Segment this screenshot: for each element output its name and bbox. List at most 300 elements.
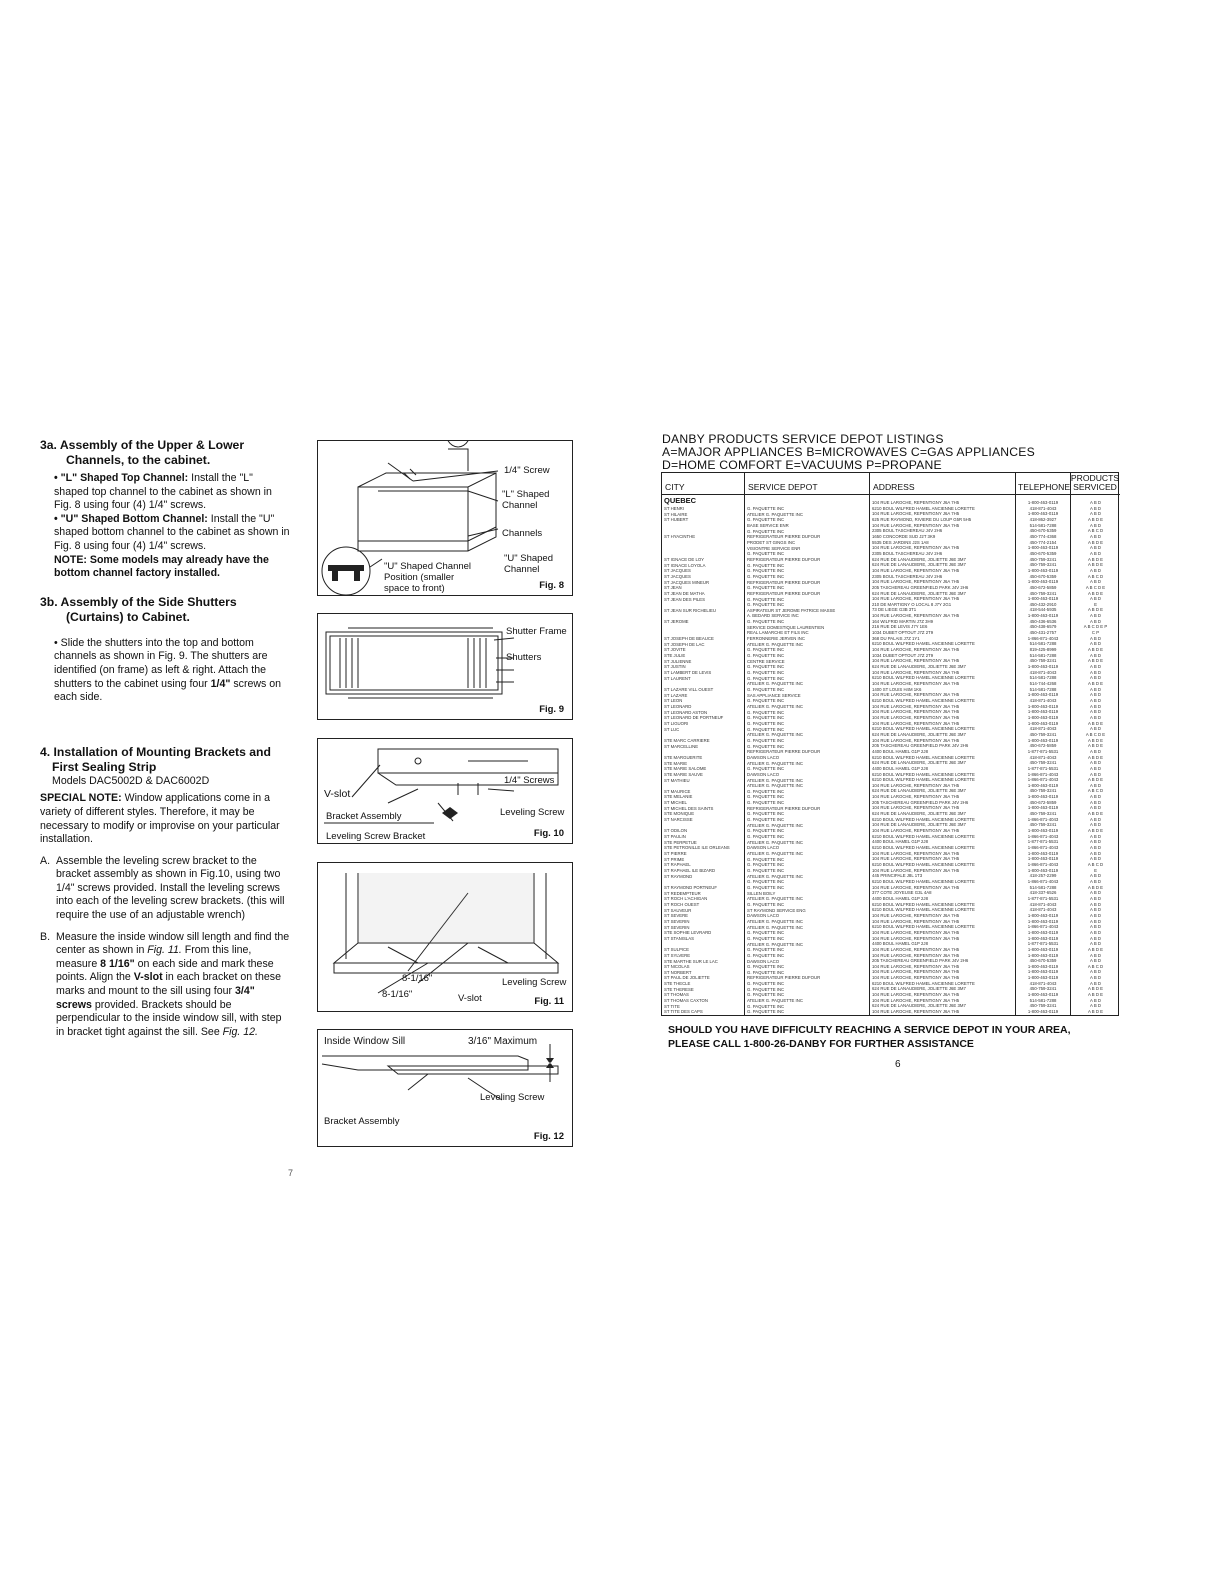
listing-header — [662, 433, 1035, 472]
products-cell: A B D — [1090, 760, 1101, 766]
address-cell: 2305 BOUL TASCHEREAU J4V 2H6 — [872, 573, 943, 579]
phone-cell: 1-800-463-0119 — [1027, 867, 1059, 873]
depot-cell: G. PAQUETTE INC — [747, 952, 785, 958]
depot-cell: ASPIRATEUR ST JEROME PATRICE MASSE — [747, 607, 836, 613]
city-cell: ST LEON — [664, 698, 683, 704]
address-cell: 624 RUE DE LANAUDIERE, JOLIETTE J6E 3M7 — [872, 562, 966, 568]
city-cell: ST HENRI — [664, 506, 684, 511]
fig9-caption: Fig. 9 — [539, 704, 564, 715]
figure-9 — [317, 613, 573, 720]
phone-cell: 1-800-463-0119 — [1027, 969, 1059, 975]
fig10-screws-label: 1/4" Screws — [504, 775, 555, 786]
products-cell: A B C D — [1087, 788, 1104, 794]
city-cell: ST JACQUES MINEUR — [664, 579, 710, 585]
address-cell: 6210 BOUL WILFRED HAMEL ANCIENNE LORETTE — [872, 771, 975, 777]
l-channel-step: • "L" Shaped Top Channel: Install the "L" shaped top channel to the cabinet as shown in Fig. 8 using four (4) 1/4" screws. — [54, 472, 272, 512]
depot-cell: ATELIER G. PAQUETTE INC — [747, 941, 803, 947]
address-cell: 104 RUE LAROCHE, REPENTIGNY J6A 7H5 — [872, 709, 960, 715]
depot-cell: ATELIER G. PAQUETTE INC — [747, 873, 803, 879]
city-cell: ST LAMBERT DE LEVIS — [664, 670, 712, 676]
city-cell: ST RAYMOND — [664, 873, 693, 879]
address-cell: 6210 BOUL WILFRED HAMEL ANCIENNE LORETTE — [872, 777, 975, 783]
products-cell: A B D — [1090, 912, 1101, 918]
col-header-phone: TELEPHONE — [1015, 473, 1070, 495]
depot-cell: G. PAQUETTE INC — [747, 868, 785, 873]
address-cell: 6210 BOUL WILFRED HAMEL ANCIENNE LORETTE — [872, 907, 975, 913]
products-cell: A B D — [1090, 618, 1101, 624]
depot-cell: G. PAQUETTE INC — [747, 687, 785, 692]
address-cell: 6210 BOUL WILFRED HAMEL ANCIENNE LORETTE — [872, 924, 975, 930]
city-cell: ST TITE — [664, 1003, 680, 1009]
depot-cell: A. BEDARD SERVICE INC — [747, 613, 799, 619]
products-cell: A B D E — [1087, 539, 1104, 545]
phone-cell: 450-759-3241 — [1029, 788, 1057, 794]
phone-cell: 418-871-4043 — [1029, 980, 1057, 986]
products-cell: A B D — [1090, 664, 1101, 670]
city-cell: ST HYACINTHE — [664, 534, 696, 540]
products-cell: A B D — [1090, 652, 1101, 658]
products-cell: A B D — [1090, 822, 1101, 828]
section-4-title: 4. Installation of Mounting Brackets and First Sealing Strip — [40, 744, 271, 774]
address-cell: 104 RUE LAROCHE, REPENTIGNY J6A 7H5 — [872, 669, 960, 675]
products-cell: A B D — [1090, 794, 1101, 800]
address-cell: 2305 BOUL TASCHEREAU J4V 2H6 — [872, 528, 943, 534]
address-cell: 624 RUE DE LANAUDIERE, JOLIETTE J6E 3M7 — [872, 664, 966, 670]
depot-cell: G. PAQUETTE INC — [747, 647, 785, 653]
products-cell: A B D — [1090, 997, 1101, 1003]
city-cell: ST JACQUES — [664, 573, 691, 579]
products-cell: A B D — [1090, 675, 1101, 681]
depot-cell: G. PAQUETTE INC — [747, 602, 785, 608]
depot-cell: ATELIER G. PAQUETTE INC — [747, 924, 803, 930]
depot-cell: G. PAQUETTE INC — [747, 828, 785, 834]
products-cell: A B D — [1090, 850, 1101, 856]
products-cell: A B D — [1090, 726, 1101, 732]
phone-cell: 1-800-463-0119 — [1027, 828, 1059, 834]
products-cell: A B D E — [1087, 562, 1104, 568]
address-cell: 4400 BOUL HAMEL G1P 2J8 — [872, 839, 928, 845]
phone-cell: 514-581-7288 — [1029, 522, 1057, 528]
phone-column — [1016, 495, 1070, 1015]
products-cell: A B D — [1090, 878, 1101, 884]
depot-cell: ATELIER G. PAQUETTE INC — [747, 998, 803, 1004]
depot-cell: ATELIER G. PAQUETTE INC — [747, 918, 803, 924]
address-cell: 1650 CONCORDE SUD J2T 3K9 — [872, 533, 936, 539]
phone-cell: 450-759-3241 — [1029, 562, 1057, 568]
address-cell: 205 TASCHEREAU GREENFIELD PARK J4V 2H6 — [872, 958, 969, 964]
city-cell: ST PAUL DE JOLIETTE — [664, 975, 710, 981]
depot-cell: ATELIER G. PAQUETTE INC — [747, 760, 803, 766]
address-cell: 624 RUE DE LANAUDIERE, JOLIETTE J6E 3M7 — [872, 811, 966, 817]
depot-cell: G. PAQUETTE INC — [747, 856, 785, 862]
phone-cell: 1-800-463-0119 — [1027, 596, 1059, 602]
depot-cell: REFRIGERATEUR PIERRE DUFOUR — [747, 579, 821, 585]
fig10-vslot-label: V-slot — [324, 788, 351, 800]
products-cell: A B D E — [1087, 946, 1104, 952]
phone-cell: 819-425-8999 — [1029, 647, 1057, 653]
products-cell: A B D — [1090, 839, 1101, 845]
city-cell: ST THOMAS — [664, 992, 689, 998]
phone-cell: 450-759-3241 — [1029, 822, 1057, 828]
city-cell: ST MARCELLINE — [664, 743, 699, 749]
fig12-max-label: 3/16" Maximum — [468, 1036, 538, 1047]
depot-cell: REFRIGERATEUR PIERRE DUFOUR — [747, 556, 821, 562]
products-cell: A B D — [1090, 980, 1101, 986]
depot-cell: ST RAYMOND SERVICE ENG — [747, 907, 806, 913]
phone-cell: 418-871-4043 — [1029, 901, 1057, 907]
fig11-vslot-label: V-slot — [458, 993, 482, 1004]
instructions-column — [40, 438, 290, 1039]
city-cell: ST SEVERE — [664, 913, 689, 919]
phone-cell: 450-759-3241 — [1029, 658, 1057, 664]
city-cell: STE PERPETUE — [664, 839, 697, 845]
depot-cell: G. PAQUETTE INC — [747, 551, 785, 557]
depot-cell: G. PAQUETTE INC — [747, 935, 785, 941]
address-cell: 205 TASCHEREAU GREENFIELD PARK J4V 2H6 — [872, 799, 969, 805]
products-cell: A B D E — [1087, 720, 1104, 726]
depot-cell: G. PAQUETTE INC — [747, 811, 785, 817]
products-cell: A B D — [1090, 533, 1101, 539]
address-cell: 624 RUE DE LANAUDIERE, JOLIETTE J6E 3M7 — [872, 986, 966, 992]
depot-cell: G. PAQUETTE INC — [747, 585, 785, 591]
address-cell: 104 RUE LAROCHE, REPENTIGNY J6A 7H5 — [872, 856, 960, 862]
city-column — [662, 495, 744, 1015]
products-cell: A B D — [1090, 952, 1101, 958]
depot-cell: G. PAQUETTE INC — [747, 664, 785, 670]
city-cell: STE THERESE — [664, 986, 694, 992]
phone-cell: 1-877-871-5531 — [1027, 941, 1059, 947]
address-cell: 6210 BOUL WILFRED HAMEL ANCIENNE LORETTE — [872, 901, 975, 907]
address-cell: 6210 BOUL WILFRED HAMEL ANCIENNE LORETTE — [872, 726, 975, 732]
phone-cell: 1-866-871-4043 — [1027, 924, 1059, 930]
city-cell: ST LEONARD ASTON — [664, 709, 708, 715]
phone-cell: 1-800-463-0119 — [1027, 714, 1059, 720]
city-cell: ST ROCH OUEST — [664, 901, 700, 907]
depot-cell: SAS APPLIANCE SERVICE — [747, 692, 801, 698]
address-cell: 6210 BOUL WILFRED HAMEL ANCIENNE LORETTE — [872, 754, 975, 760]
city-cell: ST PIERRE — [664, 851, 687, 857]
city-cell: ST LUC — [664, 726, 680, 732]
address-cell: 104 RUE LAROCHE, REPENTIGNY J6A 7H5 — [872, 567, 960, 573]
products-cell: A B D — [1090, 929, 1101, 935]
city-cell: ST IGNACE LOYOLA — [664, 562, 706, 568]
phone-cell: 450-759-3241 — [1029, 986, 1057, 992]
phone-cell: 514-581-7288 — [1029, 641, 1057, 647]
products-rows — [1073, 500, 1118, 1015]
address-cell: 624 RUE DE LANAUDIERE, JOLIETTE J6E 3M7 — [872, 1003, 966, 1009]
address-cell: 104 RUE LAROCHE, REPENTIGNY J6A 7H5 — [872, 647, 960, 653]
phone-cell: 418-871-4043 — [1029, 907, 1057, 913]
phone-cell: 450-759-3241 — [1029, 731, 1057, 737]
depot-cell: G. PAQUETTE INC — [747, 675, 785, 681]
depot-column — [745, 495, 869, 1015]
address-cell: 368 DU PALAIS J7Z 1Y1 — [872, 635, 920, 641]
fig10-leveling-screw-label: Leveling Screw — [500, 807, 565, 818]
address-cell: 624 RUE DE LANAUDIERE, JOLIETTE J6E 3M7 — [872, 731, 966, 737]
city-cell: ST NARCISSE — [664, 817, 693, 823]
depot-cell: G. PAQUETTE INC — [747, 619, 785, 625]
city-cell: ST JEAN — [664, 585, 682, 591]
depot-cell: ATELIER G. PAQUETTE INC — [747, 703, 803, 709]
service-depot-table — [661, 472, 1119, 1016]
address-cell: 104 RUE LAROCHE, REPENTIGNY J6A 7H5 — [872, 511, 960, 517]
products-cell: A B D — [1090, 833, 1101, 839]
products-cell: A B D — [1090, 924, 1101, 930]
address-column — [870, 495, 1015, 1015]
depot-cell: ATELIER G. PAQUETTE INC — [747, 681, 803, 687]
phone-cell: 450-670-5359 — [1029, 528, 1057, 534]
products-cell: A B D — [1090, 748, 1101, 754]
depot-cell: G. PAQUETTE INC — [747, 884, 785, 890]
phone-cell: 418-862-3927 — [1029, 516, 1057, 522]
city-cell: ST MATHIEU — [664, 777, 690, 783]
products-cell: A B C D E P — [1083, 624, 1108, 630]
city-cell: ST SULPICE — [664, 947, 689, 953]
special-note: SPECIAL NOTE: Window applications come in a variety of different styles. Therefore, it may be necessary to modify or improvise on your particular installation. — [40, 792, 280, 846]
city-cell: STE MARC CARRIERE — [664, 737, 710, 743]
phone-cell: 1-800-463-0119 — [1027, 946, 1059, 952]
address-cell: 104 RUE LAROCHE, REPENTIGNY J6A 7H5 — [872, 992, 960, 998]
city-cell: STE JULIE — [664, 653, 686, 659]
city-cell: STE MELANIE — [664, 794, 693, 800]
depot-cell: G. PAQUETTE INC — [747, 817, 785, 823]
phone-cell: 1-800-463-0119 — [1027, 992, 1059, 998]
depot-cell: G. PAQUETTE INC — [747, 862, 785, 868]
legend-line-2: D=HOME COMFORT E=VACUUMS P=PROPANE — [662, 458, 942, 472]
address-cell: 1034 DUBET OPTOUT J7Z 2T9 — [872, 652, 934, 658]
depot-cell: G. PAQUETTE INC — [747, 879, 785, 885]
step-a: A. Assemble the leveling screw bracket to the bracket assembly as shown in Fig.10, using two 1/4" screws provided. Install the leveling screws into each of the leveling screw brackets. (this will require the use of an adjustable wrench) — [40, 854, 285, 922]
city-cell: ST JEROME — [664, 619, 689, 625]
address-cell: 104 RUE LAROCHE, REPENTIGNY J6A 7H5 — [872, 522, 960, 528]
depot-cell: G. PAQUETTE INC — [747, 1009, 785, 1015]
products-cell: A B D E — [1087, 590, 1104, 596]
depot-cell: FERRONNERIE JERVEN INC — [747, 636, 805, 642]
phone-cell: 418-871-4043 — [1029, 726, 1057, 732]
phone-cell: 1-800-463-0119 — [1027, 929, 1059, 935]
right-page — [612, 0, 1224, 1584]
city-rows — [664, 506, 742, 1015]
city-cell: ST SEVERIN — [664, 924, 690, 930]
listing-title: DANBY PRODUCTS SERVICE DEPOT LISTINGS — [662, 432, 944, 446]
phone-cell: 1-866-871-4043 — [1027, 635, 1059, 641]
phone-cell: 418-871-4043 — [1029, 505, 1057, 511]
products-cell: A B D — [1090, 522, 1101, 528]
city-cell: STE MARIE SAUVE — [664, 771, 703, 777]
depot-cell: G. PAQUETTE INC — [747, 992, 785, 998]
address-cell: 625 RUE RAYMOND, RIVIERE DU LOUP G5R 5H5 — [872, 516, 972, 522]
products-cell: A B D — [1090, 799, 1101, 805]
col-header-address: ADDRESS — [869, 473, 1015, 495]
phone-cell: 514-581-7288 — [1029, 652, 1057, 658]
fig11-caption: Fig. 11 — [534, 996, 564, 1007]
address-cell: 104 RUE LAROCHE, REPENTIGNY J6A 7H5 — [872, 969, 960, 975]
city-cell: STE MONIQUE — [664, 811, 695, 817]
city-cell: ST LAZARE — [664, 692, 688, 698]
products-cell: A B D — [1090, 709, 1101, 715]
city-cell: STE THECLE — [664, 981, 691, 987]
depot-cell: G. PAQUETTE INC — [747, 901, 785, 907]
phone-cell: 418-544-5935 — [1029, 607, 1057, 613]
city-cell: ST SEVERIN — [664, 918, 690, 924]
address-cell: 104 RUE LAROCHE, REPENTIGNY J6A 7H5 — [872, 545, 960, 551]
city-cell: ST JOVITE — [664, 647, 686, 653]
products-cell: A B D E — [1087, 992, 1104, 998]
fig8-u-channel-label: "U" Shaped Channel — [504, 553, 553, 575]
depot-cell: DAWSON LACO — [747, 754, 780, 760]
city-cell: ST JUSTIN — [664, 664, 686, 670]
phone-cell: 418-257-2299 — [1029, 873, 1057, 879]
phone-cell: 1-800-463-0119 — [1027, 782, 1059, 788]
address-cell: 5535 DES JARDINS J2S 1A8 — [872, 539, 929, 545]
products-cell: A B D — [1090, 697, 1101, 703]
products-cell: A B D — [1090, 816, 1101, 822]
products-cell: A B D — [1090, 890, 1101, 896]
products-cell: A B D E — [1087, 811, 1104, 817]
products-cell: A B C D — [1087, 862, 1104, 867]
address-cell: 104 RUE LAROCHE, REPENTIGNY J6A 7H5 — [872, 952, 960, 958]
products-cell: A B D — [1090, 907, 1101, 913]
products-cell: A B D — [1090, 703, 1101, 709]
phone-cell: 450-436-6536 — [1029, 618, 1057, 624]
address-cell: 104 RUE DE LANAUDIERE, JOLIETTE J6E 3M7 — [872, 822, 966, 828]
products-cell: C P — [1091, 630, 1100, 636]
phone-cell: 1-866-871-4043 — [1027, 878, 1059, 884]
fig9-shutters-label: Shutters — [506, 652, 542, 663]
address-cell: 104 RUE LAROCHE, REPENTIGNY J6A 7H5 — [872, 613, 960, 619]
depot-cell: REFRIGERATEUR PIERRE DUFOUR — [747, 590, 821, 596]
depot-cell: BASE SERVICE ENR — [747, 522, 789, 528]
address-cell: 104 RUE LAROCHE, REPENTIGNY J6A 7H5 — [872, 850, 960, 856]
products-cell: A B D — [1090, 567, 1101, 573]
fig12-leveling-label: Leveling Screw — [480, 1092, 545, 1103]
city-cell: ST LAZARE VILL OUEST — [664, 687, 714, 692]
phone-cell: 1-800-463-0119 — [1027, 912, 1059, 918]
depot-cell: G. PAQUETTE INC — [747, 562, 785, 568]
address-cell: 104 RUE LAROCHE, REPENTIGNY J6A 7H5 — [872, 867, 960, 873]
products-cell: A B D — [1090, 975, 1101, 981]
products-cell: A B D — [1090, 579, 1101, 585]
products-cell: A B D — [1090, 692, 1101, 698]
depot-cell: DAWSON LACO — [747, 771, 780, 777]
depot-cell: ATELIER G. PAQUETTE INC — [747, 896, 803, 902]
fig11-measure-1: 8-1/16" — [402, 973, 433, 984]
products-cell: A B D E — [1087, 743, 1104, 749]
address-cell: 624 RUE DE LANAUDIERE, JOLIETTE J6E 3M7 — [872, 788, 966, 794]
fig10-leveling-bracket-label: Leveling Screw Bracket — [326, 831, 426, 842]
address-cell: 104 RUE LAROCHE, REPENTIGNY J6A 7H5 — [872, 975, 960, 981]
depot-cell: DAWSON LACO — [747, 913, 780, 919]
fig12-caption: Fig. 12 — [533, 1131, 564, 1142]
section-3b-title: 3b. Assembly of the Side Shutters (Curtains) to Cabinet. — [40, 594, 237, 624]
address-cell: 6210 BOUL WILFRED HAMEL ANCIENNE LORETTE — [872, 980, 975, 986]
address-cell: 445 PRINCIPALE J8L 1T3 — [872, 873, 923, 879]
phone-cell: 450-438-6579 — [1029, 624, 1057, 630]
address-cell: 104 RUE LAROCHE, REPENTIGNY J6A 7H5 — [872, 737, 960, 743]
address-cell: 104 RUE LAROCHE, REPENTIGNY J6A 7H5 — [872, 596, 960, 602]
address-cell: 104 RUE LAROCHE, REPENTIGNY J6A 7H5 — [872, 703, 960, 709]
address-cell: 104 RUE LAROCHE, REPENTIGNY J6A 7H5 — [872, 714, 960, 720]
products-cell: A B C D — [1087, 573, 1104, 579]
city-cell: ST MAURICE — [664, 788, 691, 794]
depot-cell: G. PAQUETTE INC — [747, 715, 785, 721]
phone-cell: 1-877-871-5531 — [1027, 839, 1059, 845]
address-cell: 73 DE LIEGE G3B 3T1 — [872, 607, 917, 613]
products-cell: A B D E — [1087, 737, 1104, 743]
address-cell: 104 RUE LAROCHE, REPENTIGNY J6A 7H5 — [872, 963, 960, 969]
city-cell: STE PETRONILLE ILE ORLEANS — [664, 845, 730, 851]
phone-cell: 450-759-3241 — [1029, 760, 1057, 766]
address-cell: 624 RUE DE LANAUDIERE, JOLIETTE J6E 3M7 — [872, 760, 966, 766]
address-cell: 104 RUE LAROCHE, REPENTIGNY J6A 7H5 — [872, 929, 960, 935]
city-cell: ST IGNACE DE LOY — [664, 556, 705, 562]
phone-cell: 1-800-463-0119 — [1027, 613, 1059, 619]
depot-cell: G. PAQUETTE INC — [747, 947, 785, 953]
products-cell: A B D E — [1087, 777, 1104, 783]
phone-cell: 514-581-7288 — [1029, 675, 1057, 681]
phone-cell: 1-800-463-0119 — [1027, 692, 1059, 698]
phone-cell: 1-800-463-0119 — [1027, 794, 1059, 800]
depot-cell: ATELIER G. PAQUETTE INC — [747, 641, 803, 647]
phone-cell: 450-672-5859 — [1029, 584, 1057, 590]
col-header-depot: SERVICE DEPOT — [744, 473, 869, 495]
depot-cell: G. PAQUETTE INC — [747, 698, 785, 704]
city-cell: ST SYLVERE — [664, 952, 691, 958]
products-cell: A B D E — [1087, 516, 1104, 522]
phone-cell: 1-866-871-4043 — [1027, 845, 1059, 851]
fig11-measure-2: 8-1/16" — [382, 989, 413, 1000]
fig8-screw-label: 1/4" Screw — [504, 465, 550, 476]
address-cell: 624 RUE DE LANAUDIERE, JOLIETTE J6E 3M7 — [872, 556, 966, 562]
address-cell: 104 RUE LAROCHE, REPENTIGNY J6A 7H5 — [872, 500, 960, 505]
city-cell: ST HILAIRE — [664, 511, 688, 517]
depot-cell: G. PAQUETTE INC — [747, 981, 785, 987]
depot-cell: G. PAQUETTE INC — [747, 653, 785, 659]
products-cell: A B D — [1090, 782, 1101, 788]
depot-cell: G. PAQUETTE INC — [747, 670, 785, 676]
products-cell: A B D — [1090, 771, 1101, 777]
products-cell: A B D — [1090, 1003, 1101, 1009]
address-cell: 104 RUE LAROCHE, REPENTIGNY J6A 7H5 — [872, 794, 960, 800]
products-cell: A B D — [1090, 635, 1101, 641]
products-cell: A B D — [1090, 641, 1101, 647]
phone-cell: 450-432-2910 — [1029, 601, 1057, 607]
city-cell: ST LAURENT — [664, 675, 691, 681]
address-cell: 6210 BOUL WILFRED HAMEL ANCIENNE LORETTE — [872, 878, 975, 884]
address-cell: 104 RUE LAROCHE, REPENTIGNY J6A 7H5 — [872, 828, 960, 834]
products-cell: A B D — [1090, 901, 1101, 907]
depot-cell: G. PAQUETTE INC — [747, 737, 785, 743]
phone-cell: 1-800-463-0119 — [1027, 664, 1059, 670]
phone-rows — [1018, 500, 1068, 1015]
products-cell: A B D E — [1087, 828, 1104, 834]
products-cell: A B C D — [1087, 963, 1104, 969]
products-cell: A B D — [1090, 511, 1101, 517]
city-cell: ST LIGUORI — [664, 720, 689, 726]
phone-cell: 1-800-463-0119 — [1027, 737, 1059, 743]
products-cell: A B D — [1090, 714, 1101, 720]
city-cell: STE MARGUERITE — [664, 754, 703, 760]
depot-cell: ATELIER G. PAQUETTE INC — [747, 839, 803, 845]
depot-cell: G. PAQUETTE INC — [747, 930, 785, 936]
city-cell: ST HUBERT — [664, 517, 689, 523]
address-cell: 6210 BOUL WILFRED HAMEL ANCIENNE LORETTE — [872, 505, 975, 511]
phone-cell: 1-866-871-4043 — [1027, 777, 1059, 783]
page-number-right: 6 — [895, 1059, 901, 1070]
depot-cell: REFRIGERATEUR PIERRE DUFOUR — [747, 534, 821, 540]
city-cell: ST MICHEL DES SAINTS — [664, 805, 714, 811]
phone-cell: 1-800-463-0119 — [1027, 935, 1059, 941]
